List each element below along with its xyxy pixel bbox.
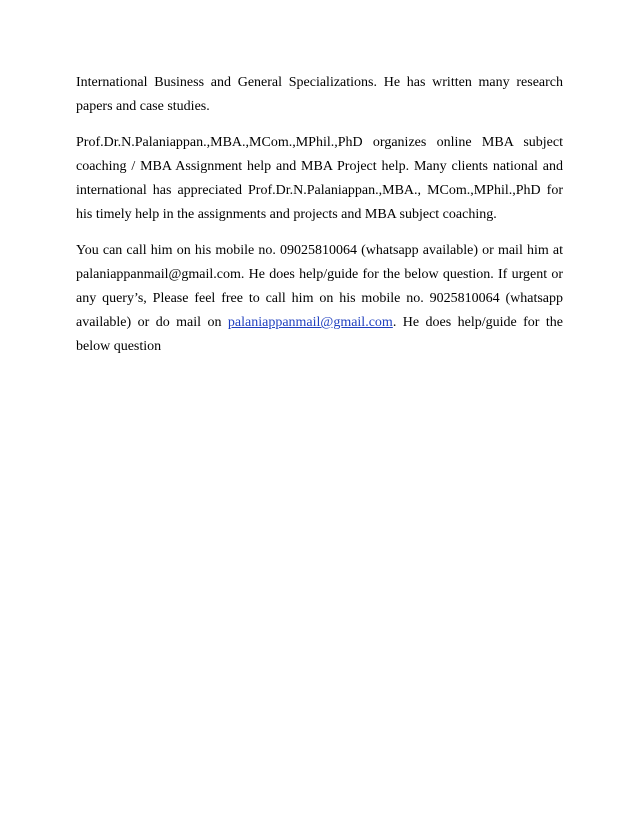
contact-text-before-link: You can call him on his mobile no. 09025810064 (whatsapp available) or mail him at palaniappanmail@gmail.com. He does help/guide for the below question. If urgent or any query’s, Please feel free to call him on his mobile no. 9025810064 (whatsapp available) or do mail on bbox=[76, 243, 563, 330]
contact-text-after-link: . He does help/guide for the below question bbox=[76, 315, 563, 354]
paragraph-coaching-services: Prof.Dr.N.Palaniappan.,MBA.,MCom.,MPhil.,PhD organizes online MBA subject coaching / MBA Assignment help and MBA Project help. Many clients national and international has appreciated Prof.Dr.N.Palaniappan.,MBA., MCom.,MPhil.,PhD for his timely help in the assignments and projects and MBA subject coaching. bbox=[76, 135, 563, 222]
document-body bbox=[76, 71, 563, 371]
email-link[interactable]: palaniappanmail@gmail.com bbox=[227, 315, 393, 330]
paragraph-specializations: International Business and General Specializations. He has written many research papers and case studies. bbox=[76, 75, 563, 114]
paragraph-contact bbox=[76, 239, 563, 359]
